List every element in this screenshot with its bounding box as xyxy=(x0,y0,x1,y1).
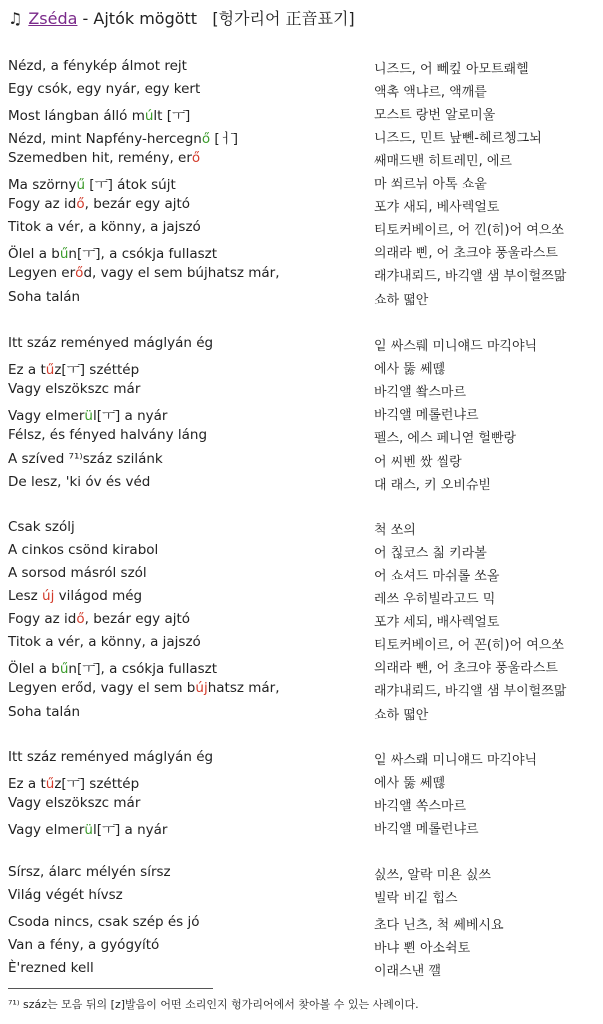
korean-transcription: 어 쇼셔드 마쉬롤 쏘올 xyxy=(374,569,500,584)
korean-transcription: 니즈드, 민트 낲뼨-헤르쳉그뇌 xyxy=(374,131,542,146)
artist-link[interactable]: Zséda xyxy=(28,9,78,28)
korean-transcription: 바냐 뾘 아소쉭토 xyxy=(374,941,471,956)
korean-transcription: 니즈드, 어 뻬킾 아모트뢔헬 xyxy=(374,62,529,77)
title-annotation: [헝가리어 正音표기] xyxy=(212,9,355,28)
lyric-row xyxy=(0,540,603,563)
korean-transcription: 에사 뚫 쎄뗂 xyxy=(374,776,446,791)
hungarian-line: Vagy elszökszc már xyxy=(8,381,141,397)
footnote-divider xyxy=(8,988,213,989)
title-separator: - xyxy=(77,9,94,28)
hungarian-line: Soha talán xyxy=(8,289,81,305)
lyric-row xyxy=(0,609,603,632)
hungarian-line: Világ végét hívsz xyxy=(8,887,123,903)
korean-transcription: 잍 싸스뢔 미니얘드 마긱야닉 xyxy=(374,753,538,768)
korean-transcription: 포갸 새되, 베사렉얼토 xyxy=(374,200,500,215)
lyric-row xyxy=(0,816,603,839)
lyric-row xyxy=(0,517,603,540)
hungarian-line: A cinkos csönd kirabol xyxy=(8,542,159,558)
korean-transcription: 빌락 비깉 힙스 xyxy=(374,891,458,906)
lyric-row xyxy=(0,678,603,701)
hungarian-line: Itt száz reményed máglyán ég xyxy=(8,335,214,351)
lyric-row xyxy=(0,356,603,379)
lyric-row xyxy=(0,194,603,217)
korean-transcription: 티토커베이르, 어 낀(히)어 여으쏘 xyxy=(374,223,564,238)
korean-transcription: 티토커베이르, 어 꼰(히)어 여으쏘 xyxy=(374,638,564,653)
korean-transcription: 모스트 랑번 알로미울 xyxy=(374,108,496,123)
lyric-row xyxy=(0,171,603,194)
hungarian-line: Legyen erőd, vagy el sem bújhatsz már, xyxy=(8,265,280,281)
korean-transcription: 바긱앨 메롤런냐르 xyxy=(374,822,479,837)
korean-transcription: 싨쓰, 알락 미욘 싨쓰 xyxy=(374,868,491,883)
lyric-row xyxy=(0,472,603,495)
korean-transcription: 바긱앨 쏙스마르 xyxy=(374,799,467,814)
hungarian-line: Vagy elszökszc már xyxy=(8,795,141,811)
hungarian-line: Most lángban álló múlt [ㅜ̄] xyxy=(8,108,191,124)
korean-transcription: 쇼하 뗣안 xyxy=(374,708,429,723)
hungarian-line: Szemedben hit, remény, erő xyxy=(8,150,201,166)
korean-transcription: 의래라 삔, 어 초크야 풍울라스트 xyxy=(374,246,558,261)
hungarian-line: Egy csók, egy nyár, egy kert xyxy=(8,81,201,97)
lyric-row xyxy=(0,449,603,472)
korean-transcription: 바긱앨 메롤런냐르 xyxy=(374,408,479,423)
hungarian-line: Nézd, mint Napfény-hercegnő [ㅓ̄] xyxy=(8,131,238,147)
hungarian-line: Lesz új világod még xyxy=(8,588,143,604)
lyric-row xyxy=(0,56,603,79)
lyric-row xyxy=(0,379,603,402)
korean-transcription: 척 쏘의 xyxy=(374,523,416,538)
hungarian-line: Csoda nincs, csak szép és jó xyxy=(8,914,200,930)
lyric-row xyxy=(0,862,603,885)
hungarian-line: Ölel a bűn[ㅜ̄], a csókja fullaszt xyxy=(8,661,218,677)
korean-transcription: 대 래스, 키 오비슈빋 xyxy=(374,478,491,493)
korean-transcription: 바긱앨 쐌스마르 xyxy=(374,385,467,400)
lyric-row xyxy=(0,885,603,908)
hungarian-line: Ez a tűz[ㅜ̄] széttép xyxy=(8,776,140,792)
korean-transcription: 레쓰 우히빌라고드 믹 xyxy=(374,592,496,607)
lyric-row xyxy=(0,125,603,148)
song-title: Ajtók mögött xyxy=(93,9,198,28)
hungarian-line: Van a fény, a gyógyító xyxy=(8,937,160,953)
hungarian-line: Vagy elmerül[ㅜ̄] a nyár xyxy=(8,822,168,838)
lyric-row xyxy=(0,632,603,655)
lyric-row xyxy=(0,79,603,102)
lyric-row xyxy=(0,287,603,310)
hungarian-line: Vagy elmerül[ㅜ̄] a nyár xyxy=(8,408,168,424)
hungarian-line: Titok a vér, a könny, a jajszó xyxy=(8,634,201,650)
lyric-row xyxy=(0,402,603,425)
hungarian-line: De lesz, 'ki óv és véd xyxy=(8,474,151,490)
lyric-row xyxy=(0,148,603,171)
hungarian-line: Titok a vér, a könny, a jajszó xyxy=(8,219,201,235)
hungarian-line: Ma szörnyű [ㅜ̄] átok sújt xyxy=(8,177,176,193)
korean-transcription: 액촉 액냐르, 액깨릍 xyxy=(374,85,487,100)
hungarian-line: A sorsod másról szól xyxy=(8,565,147,581)
korean-transcription: 마 쐬르뉘 아톡 쇼웉 xyxy=(374,177,487,192)
korean-transcription: 잍 싸스뤠 미니얘드 마긱야닉 xyxy=(374,339,538,354)
korean-transcription: 쇼하 뗣안 xyxy=(374,293,429,308)
lyric-row xyxy=(0,217,603,240)
lyric-row xyxy=(0,333,603,356)
lyric-row xyxy=(0,912,603,935)
korean-transcription: 펠스, 에스 페니엳 헐빤랑 xyxy=(374,431,517,446)
lyric-row xyxy=(0,425,603,448)
lyric-row xyxy=(0,747,603,770)
lyric-row xyxy=(0,563,603,586)
hungarian-line: È'rezned kell xyxy=(8,960,94,976)
korean-transcription: 쌔매드밴 히트레민, 에르 xyxy=(374,154,512,169)
hungarian-line: Fogy az idő, bezár egy ajtó xyxy=(8,611,191,627)
lyric-row xyxy=(0,958,603,981)
korean-transcription: 포갸 세되, 배사렉얼토 xyxy=(374,615,500,630)
lyric-row xyxy=(0,770,603,793)
korean-transcription: 초다 닌츠, 척 쎄베시요 xyxy=(374,918,504,933)
lyric-row xyxy=(0,702,603,725)
lyric-row xyxy=(0,240,603,263)
korean-transcription: 의래라 뺀, 어 초크야 풍울라스트 xyxy=(374,661,558,676)
lyric-row xyxy=(0,793,603,816)
korean-transcription: 어 씨벤 쌌 씰랑 xyxy=(374,455,462,470)
lyric-row xyxy=(0,102,603,125)
hungarian-line: A szíved ⁷¹⁾száz szilánk xyxy=(8,451,163,467)
korean-transcription: 래갸내뢰드, 바긱앨 샘 부이헐쯔맒 xyxy=(374,269,567,284)
hungarian-line: Félsz, és fényed halvány láng xyxy=(8,427,208,443)
lyric-row xyxy=(0,263,603,286)
hungarian-line: Nézd, a fénykép álmot rejt xyxy=(8,58,187,74)
korean-transcription: 어 칞코스 칢 키라볼 xyxy=(374,546,487,561)
hungarian-line: Sírsz, álarc mélyén sírsz xyxy=(8,864,171,880)
hungarian-line: Legyen erőd, vagy el sem bújhatsz már, xyxy=(8,680,280,696)
lyric-row xyxy=(0,935,603,958)
korean-transcription: 에사 뚫 쎄뗂 xyxy=(374,362,446,377)
page-title xyxy=(8,6,355,29)
hungarian-line: Csak szólj xyxy=(8,519,75,535)
lyric-row xyxy=(0,586,603,609)
hungarian-line: Fogy az idő, bezár egy ajtó xyxy=(8,196,191,212)
music-note-icon: ♫ xyxy=(8,9,23,28)
hungarian-line: Ölel a bűn[ㅜ̄], a csókja fullaszt xyxy=(8,246,218,262)
korean-transcription: 이래스낸 깰 xyxy=(374,964,441,979)
hungarian-line: Ez a tűz[ㅜ̄] széttép xyxy=(8,362,140,378)
hungarian-line: Soha talán xyxy=(8,704,81,720)
lyric-row xyxy=(0,655,603,678)
hungarian-line: Itt száz reményed máglyán ég xyxy=(8,749,214,765)
footnote: ⁷¹⁾ száz는 모음 뒤의 [z]발음이 어떤 소리인지 헝가리어에서 찾아볼 수 있는 사례이다. xyxy=(8,998,419,1011)
korean-transcription: 래갸내뢰드, 바긱앨 샘 부이헐쯔맒 xyxy=(374,684,567,699)
